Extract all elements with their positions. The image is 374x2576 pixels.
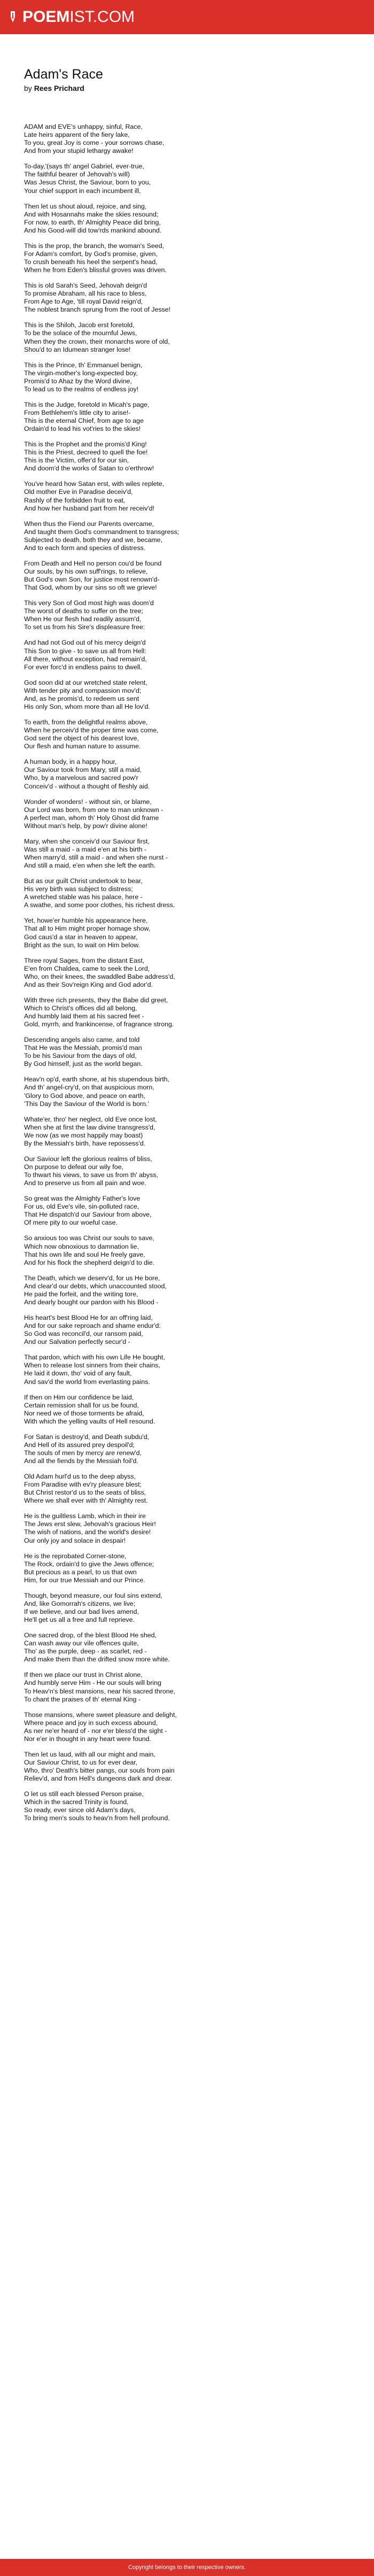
poem-stanza xyxy=(24,1353,350,1386)
poem-line: On purpose to defeat our wily foe, xyxy=(24,1163,123,1171)
quill-logo-icon xyxy=(5,10,20,25)
poem-line: The faithful bearer of Jehovah's will) xyxy=(24,171,130,179)
poem-line: Him, for our true Messiah and our Prince. xyxy=(24,1576,145,1584)
poem-stanza xyxy=(24,480,350,512)
poem-line: And to each form and species of distress. xyxy=(24,544,146,552)
poem-stanza xyxy=(24,1512,350,1544)
site-footer xyxy=(0,2559,374,2576)
poem-line: That pardon, which with his own Life He bought, xyxy=(24,1353,165,1362)
poem-line: Though, beyond measure, our foul sins extend, xyxy=(24,1591,162,1599)
poem-stanza xyxy=(24,838,350,870)
poem-line: That God, whom by our sins so oft we grieve! xyxy=(24,584,157,592)
poem-line: And our Salvation perfectly secur'd - xyxy=(24,1338,130,1346)
poem-line: And taught them God's commandment to transgress; xyxy=(24,528,180,536)
poem-line: His heart's best Blood He for an off'ring laid, xyxy=(24,1313,153,1321)
poem-line: And his Good-will did tow'rds mankind abound. xyxy=(24,226,162,234)
poem-stanza xyxy=(24,203,350,235)
poem-line: E'en from Chaldea, came to seek the Lord, xyxy=(24,964,150,972)
poem-stanza xyxy=(24,242,350,274)
poem-stanza xyxy=(24,1274,350,1306)
poem-line: And still a maid, e'en when she left the earth. xyxy=(24,862,156,870)
poem-stanza xyxy=(24,520,350,552)
poem-stanza xyxy=(24,440,350,473)
poem-stanza xyxy=(24,957,350,989)
logo-light: IST.COM xyxy=(69,8,135,26)
poem-line: 'Glory to God above, and peace on earth, xyxy=(24,1092,145,1100)
poem-line: So God was reconcil'd, our ransom paid, xyxy=(24,1330,143,1338)
poem-line: He'll get us all a free and full reprieve. xyxy=(24,1616,135,1624)
poem-line: Wonder of wonders! - without sin, or blame, xyxy=(24,798,152,806)
poem-line: Our Saviour Christ, to us for ever dear, xyxy=(24,1758,138,1766)
poem-line: Our only joy and solace in despair! xyxy=(24,1536,126,1544)
poem-line: Then let us laud, with all our might and main, xyxy=(24,1750,155,1758)
poem-line: And clear'd our debts, which unaccounted stood, xyxy=(24,1282,167,1290)
poem-line: That He dispatch'd our Saviour from above, xyxy=(24,1211,152,1219)
poem-line: When to release lost sinners from their chains, xyxy=(24,1362,160,1370)
poem-line: And dearly bought our pardon with his Blood - xyxy=(24,1298,159,1306)
poem-line: This is old Sarah's Seed, Jehovah deign'd xyxy=(24,282,147,290)
poem-line: To thwart his views, to save us from th' abyss, xyxy=(24,1171,158,1179)
poem-line: And sav'd the world from everlasting pains. xyxy=(24,1378,150,1386)
poem-stanza xyxy=(24,1711,350,1743)
poem-line: Nor e'er in thought in any heart were found. xyxy=(24,1735,151,1743)
poem-line: Gold, myrrh, and frankincense, of fragrance strong. xyxy=(24,1020,174,1028)
poem-stanza xyxy=(24,401,350,433)
poem-line: Our Saviour took from Mary, still a maid, xyxy=(24,766,142,774)
poem-content xyxy=(0,34,374,1823)
poem-body xyxy=(24,123,350,1823)
poem-line: So great was the Almighty Father's love xyxy=(24,1195,141,1203)
poem-line: This very Son of God most high was doom'd xyxy=(24,599,154,607)
poem-line: Mary, when she conceiv'd our Saviour first, xyxy=(24,837,150,845)
poem-stanza xyxy=(24,798,350,830)
poem-line: Reliev'd, and from Hell's dungeons dark and drear. xyxy=(24,1775,173,1783)
poem-line: The worst of deaths to suffer on the tree; xyxy=(24,607,143,615)
poem-stanza xyxy=(24,639,350,671)
poem-line: And humbly serve Him - He our souls will bring xyxy=(24,1679,161,1687)
poem-stanza xyxy=(24,123,350,155)
poem-line: The wish of nations, and the world's desire! xyxy=(24,1528,151,1536)
poem-line: When thus the Fiend our Parents overcame, xyxy=(24,520,154,528)
poem-line: To earth, from the delightful realms above, xyxy=(24,718,148,726)
poem-line: Without man's help, by pow'r divine alone! xyxy=(24,822,147,830)
poem-line: From Age to Age, 'till royal David reign'd, xyxy=(24,298,143,306)
poem-line: The noblest branch sprung from the root of Jesse! xyxy=(24,306,171,314)
poem-line: The Jews erst slew, Jehovah's gracious Heir! xyxy=(24,1520,156,1528)
poem-line: Bright as the sun, to wait on Him below. xyxy=(24,941,140,949)
poem-line: This is the Victim, offer'd for our sin, xyxy=(24,457,129,465)
site-logo[interactable] xyxy=(5,8,135,26)
poem-stanza xyxy=(24,1592,350,1624)
poem-line: Who, thro' Death's bitter pangs, our souls from pain xyxy=(24,1767,175,1775)
poem-line: And all the fiends by the Messiah foil'd. xyxy=(24,1457,138,1465)
poem-line: For ever forc'd in endless pains to dwell. xyxy=(24,663,142,671)
poem-line: To promise Abraham, all his race to bless, xyxy=(24,290,147,298)
poem-line: O let us still each blessed Person praise, xyxy=(24,1790,144,1798)
poem-line: A swathe, and some poor clothes, his richest dress. xyxy=(24,901,175,909)
poem-line: All there, without exception, had remain'd, xyxy=(24,655,147,663)
poem-line: To chant the praises of th' eternal King - xyxy=(24,1695,141,1703)
poem-line: And as their Sov'reign King and God ador'd. xyxy=(24,980,153,988)
poem-line: God soon did at our wretched state relent, xyxy=(24,678,147,686)
poem-line: And how her husband part from her receiv'd! xyxy=(24,504,155,512)
poem-line: Those mansions, where sweet pleasure and delight, xyxy=(24,1711,177,1719)
poem-line: You've heard how Satan erst, with wiles replete, xyxy=(24,480,165,488)
poem-line: Late heirs apparent of the fiery lake, xyxy=(24,131,130,139)
poem-line: This is the Prophet and the promis'd King! xyxy=(24,440,147,448)
poem-line: A human body, in a happy hour, xyxy=(24,758,117,766)
poem-line: And make them than the drifted snow more white. xyxy=(24,1656,170,1664)
poem-line: Our flesh and human nature to assume. xyxy=(24,742,141,751)
poem-line: His only Son, whom more than all He lov'd. xyxy=(24,703,150,710)
poem-line: Tho' as the purple, deep - as scarlet, red - xyxy=(24,1647,147,1656)
poem-line: Who, on their knees, the swaddled Babe address'd, xyxy=(24,972,175,980)
poem-line: As ner ne'er heard of - nor e'er bless'd the sight - xyxy=(24,1727,167,1735)
poem-line: This is the Priest, decreed to quell the foe! xyxy=(24,448,148,457)
by-label: by xyxy=(24,84,32,92)
poem-line: This is the eternal Chief, from age to age xyxy=(24,417,144,425)
poem-line: That his own life and soul He freely gave, xyxy=(24,1250,145,1258)
poem-stanza xyxy=(24,282,350,314)
poem-line: Heav'n op'd, earth shone, at his stupendous birth, xyxy=(24,1076,169,1084)
poem-line: For Adam's comfort, by God's promise, given, xyxy=(24,250,158,258)
poem-line: Promis'd to Ahaz by the Word divine, xyxy=(24,377,132,385)
poem-line: To bring men's souls to heav'n from hell profound. xyxy=(24,1814,170,1822)
poem-title: Adam's Race xyxy=(24,67,103,82)
poem-line: Our Lord was born, from one to man unknown - xyxy=(24,806,163,814)
poem-line: Of mere pity to our woeful case. xyxy=(24,1219,118,1227)
poem-line: By God himself, just as the world began. xyxy=(24,1060,143,1068)
poem-line: Ordain'd to lead his vot'ries to the skies! xyxy=(24,425,141,433)
poem-line: And had not God out of his mercy deign'd xyxy=(24,639,146,647)
poem-stanza xyxy=(24,1631,350,1664)
poem-line: But God's own Son, for justice most renown'd- xyxy=(24,576,160,584)
poem-line: That He was the Messiah, promis'd man xyxy=(24,1044,142,1052)
poem-line: Shou'd to an Idumean stranger lose! xyxy=(24,345,131,353)
poem-line: For Satan is destroy'd, and Death subdu'd, xyxy=(24,1433,150,1441)
poem-line: So anxious too was Christ our souls to save, xyxy=(24,1234,154,1242)
poem-stanza xyxy=(24,1155,350,1187)
poem-line: And doom'd the works of Satan to o'erthrow! xyxy=(24,465,154,473)
poem-line: Certain remission shall for us be found, xyxy=(24,1401,139,1409)
poem-line: To-day,'(says th' angel Gabriel, ever-true, xyxy=(24,163,144,171)
poem-line: But precious as a pearl, to us that own xyxy=(24,1568,137,1576)
poem-stanza xyxy=(24,1433,350,1465)
poem-line: To you, great Joy is come - your sorrows chase, xyxy=(24,139,165,147)
poem-stanza xyxy=(24,1473,350,1505)
poem-line: He paid the forfeit, and the writing tore, xyxy=(24,1290,138,1298)
poem-line: And with Hosannahs make the skies resound; xyxy=(24,210,159,218)
poem-line: The Death, which we deserv'd, for us He bore, xyxy=(24,1274,160,1282)
poem-line: God caus'd a star in heaven to appear, xyxy=(24,933,138,941)
poem-line: When they the crown, their monarchs wore of old, xyxy=(24,337,170,345)
poem-line: Nor need we of those torments be afraid, xyxy=(24,1409,144,1417)
poem-line: And to preserve us from all pain and woe. xyxy=(24,1179,146,1187)
poem-line: When he perceiv'd the proper time was come, xyxy=(24,726,159,734)
poem-line: When marry'd, still a maid - and when she nurst - xyxy=(24,853,168,861)
poem-line: Was still a maid - a maid e'en at his birth - xyxy=(24,845,147,853)
poem-line: This Son to give - to save us all from Hell: xyxy=(24,647,146,655)
poem-line: And for his flock the shepherd deign'd to die. xyxy=(24,1258,155,1266)
poem-line: ADAM and EVE's unhappy, sinful, Race, xyxy=(24,123,143,130)
poem-line: Yet, howe'er humble his appearance here, xyxy=(24,917,148,925)
poem-line: Three royal Sages, from the distant East, xyxy=(24,956,145,964)
poem-line: And th' angel-cry'd, on that auspicious morn, xyxy=(24,1084,154,1092)
poem-line: Who, by a marvelous and sacred pow'r xyxy=(24,774,138,782)
poem-line: To lead us to the realms of endless joy! xyxy=(24,385,139,393)
poem-line: When he from Eden's blissful groves was driven. xyxy=(24,266,167,274)
poem-line: Where peace and joy in such excess abound, xyxy=(24,1719,158,1727)
poem-line: His very birth was subject to distress; xyxy=(24,885,133,893)
author-link[interactable]: Rees Prichard xyxy=(34,84,84,92)
poem-stanza xyxy=(24,679,350,711)
poem-stanza xyxy=(24,1314,350,1346)
poem-line: Can wash away our vile offences quite, xyxy=(24,1639,139,1647)
poem-line: Old mother Eve in Paradise deceiv'd, xyxy=(24,488,133,496)
poem-line: That all to Him might proper homage show, xyxy=(24,925,151,933)
poem-line: Descending angels also came, and told xyxy=(24,1036,140,1044)
poem-line: The Rock, ordain'd to give the Jews offence; xyxy=(24,1560,154,1568)
poem-line: Which to Christ's offices did all belong, xyxy=(24,1004,137,1012)
poem-stanza xyxy=(24,1394,350,1426)
poem-line: To be the solace of the mournful Jews, xyxy=(24,329,137,337)
poem-line: This is the prop, the branch, the woman's Seed, xyxy=(24,242,165,250)
poem-line: And humbly laid them at his sacred feet - xyxy=(24,1012,144,1020)
poem-line: If then we place our trust in Christ alone, xyxy=(24,1671,143,1679)
poem-line: He is the reprobated Corner-stone, xyxy=(24,1552,127,1560)
poem-line: Old Adam hurl'd us to the deep abyss, xyxy=(24,1473,136,1481)
poem-line: By the Messiah's birth, have repossess'd. xyxy=(24,1139,146,1147)
poem-line: But Christ restor'd us to the seats of bliss, xyxy=(24,1489,146,1497)
poem-stanza xyxy=(24,599,350,631)
poem-line: To set us from his Sire's displeasure free: xyxy=(24,623,145,631)
poem-line: And, as he promis'd, to redeem us sent xyxy=(24,694,139,702)
poem-line: A wretched stable was his palace, here - xyxy=(24,893,143,901)
poem-line: He is the guiltless Lamb, which in their ire xyxy=(24,1512,146,1520)
poem-line: We now (as we most happily may boast) xyxy=(24,1131,143,1139)
poem-line: To Heav'n's blest mansions, near his sacred throne, xyxy=(24,1687,175,1695)
poem-line: The virgin-mother's long-expected boy, xyxy=(24,369,138,377)
poem-stanza xyxy=(24,917,350,949)
poem-stanza xyxy=(24,361,350,393)
poem-line: This is the Judge, foretold in Micah's page, xyxy=(24,400,150,408)
logo-bold: POEM xyxy=(22,8,70,26)
poem-line: The souls of men by mercy are renew'd, xyxy=(24,1449,142,1457)
poem-byline xyxy=(24,83,350,93)
poem-line: But as our guilt Christ undertook to bear, xyxy=(24,877,143,885)
poem-line: Which now obnoxious to damnation lie, xyxy=(24,1242,139,1250)
poem-stanza xyxy=(24,877,350,909)
poem-line: From Paradise with ev'ry pleasure blest; xyxy=(24,1481,142,1489)
poem-line: From Bethlehem's little city to arise!- xyxy=(24,408,131,416)
poem-line: When she at first the law divine transgress'd, xyxy=(24,1123,155,1131)
poem-line: Where we shall ever with th' Almighty rest. xyxy=(24,1497,148,1505)
poem-stanza xyxy=(24,1552,350,1584)
poem-line: With tender pity and compassion mov'd; xyxy=(24,686,142,694)
poem-line: This is the Shiloh, Jacob erst foretold, xyxy=(24,321,135,329)
site-header xyxy=(0,0,374,34)
poem-line: And for our sake reproach and shame endur'd: xyxy=(24,1322,161,1330)
poem-stanza xyxy=(24,1234,350,1266)
poem-line: And Hell of its assured prey despoil'd; xyxy=(24,1441,135,1449)
poem-stanza xyxy=(24,1036,350,1068)
poem-line: With which the yelling vaults of Hell resound. xyxy=(24,1417,155,1425)
poem-stanza xyxy=(24,1751,350,1783)
poem-line: Was Jesus Christ, the Saviour, born to you, xyxy=(24,179,151,187)
poem-stanza xyxy=(24,758,350,790)
poem-stanza xyxy=(24,560,350,592)
poem-line: And from your stupid lethargy awake! xyxy=(24,147,134,155)
poem-line: To crush beneath his heel the serpent's head, xyxy=(24,258,158,266)
poem-line: Subjected to death, both they and we, became, xyxy=(24,536,163,544)
poem-line: Our Saviour left the glorious realms of bliss, xyxy=(24,1155,152,1163)
logo-text xyxy=(22,8,135,26)
poem-stanza xyxy=(24,718,350,751)
poem-line: For now, to earth, th' Almighty Peace did bring, xyxy=(24,218,161,226)
poem-line: If then on Him our confidence be laid, xyxy=(24,1393,134,1401)
poem-line: Rashly of the forbidden fruit to eat, xyxy=(24,496,126,504)
poem-line: He laid it down, tho' void of any fault, xyxy=(24,1370,132,1378)
poem-line: God sent the object of his dearest love, xyxy=(24,734,139,742)
poem-line: One sacred drop, of the blest Blood He shed, xyxy=(24,1631,157,1639)
poem-stanza xyxy=(24,1671,350,1703)
poem-line: Your chief support in each incumbent ill, xyxy=(24,187,141,195)
poem-stanza xyxy=(24,1195,350,1227)
poem-line: And, like Gomorrah's citizens, we live; xyxy=(24,1599,136,1607)
poem-stanza xyxy=(24,321,350,353)
poem-line: 'This Day the Saviour of the World is born.' xyxy=(24,1100,149,1108)
poem-line: Which in the sacred Trinity is found, xyxy=(24,1798,129,1806)
poem-line: A perfect man, whom th' Holy Ghost did frame xyxy=(24,814,159,822)
poem-line: So ready, ever since old Adam's days, xyxy=(24,1806,136,1814)
poem-line: When He our flesh had readily assum'd, xyxy=(24,615,142,623)
poem-line: This is the Prince, th' Emmanuel benign, xyxy=(24,361,143,369)
poem-stanza xyxy=(24,996,350,1028)
poem-line: For us, old Eve's vile, sin-polluted race, xyxy=(24,1203,139,1211)
poem-stanza xyxy=(24,163,350,195)
poem-line: To be his Saviour from the days of old, xyxy=(24,1052,137,1060)
poem-line: Conceiv'd - without a thought of fleshly aid. xyxy=(24,782,150,790)
poem-stanza xyxy=(24,1076,350,1108)
poem-line: With three rich presents, they the Babe did greet, xyxy=(24,996,168,1004)
poem-line: Whate'er, thro' her neglect, old Eve once lost, xyxy=(24,1115,157,1123)
poem-line: From Death and Hell no person cou'd be found xyxy=(24,559,162,567)
poem-stanza xyxy=(24,1790,350,1822)
copyright-text: Copyright belongs to their respective owners. xyxy=(128,2564,246,2571)
poem-line: If we believe, and our bad lives amend, xyxy=(24,1608,139,1616)
poem-stanza xyxy=(24,1116,350,1148)
poem-line: Our souls, by his own suff'rings, to relieve, xyxy=(24,568,148,576)
poem-line: Then let us shout aloud, rejoice, and sing, xyxy=(24,202,147,210)
